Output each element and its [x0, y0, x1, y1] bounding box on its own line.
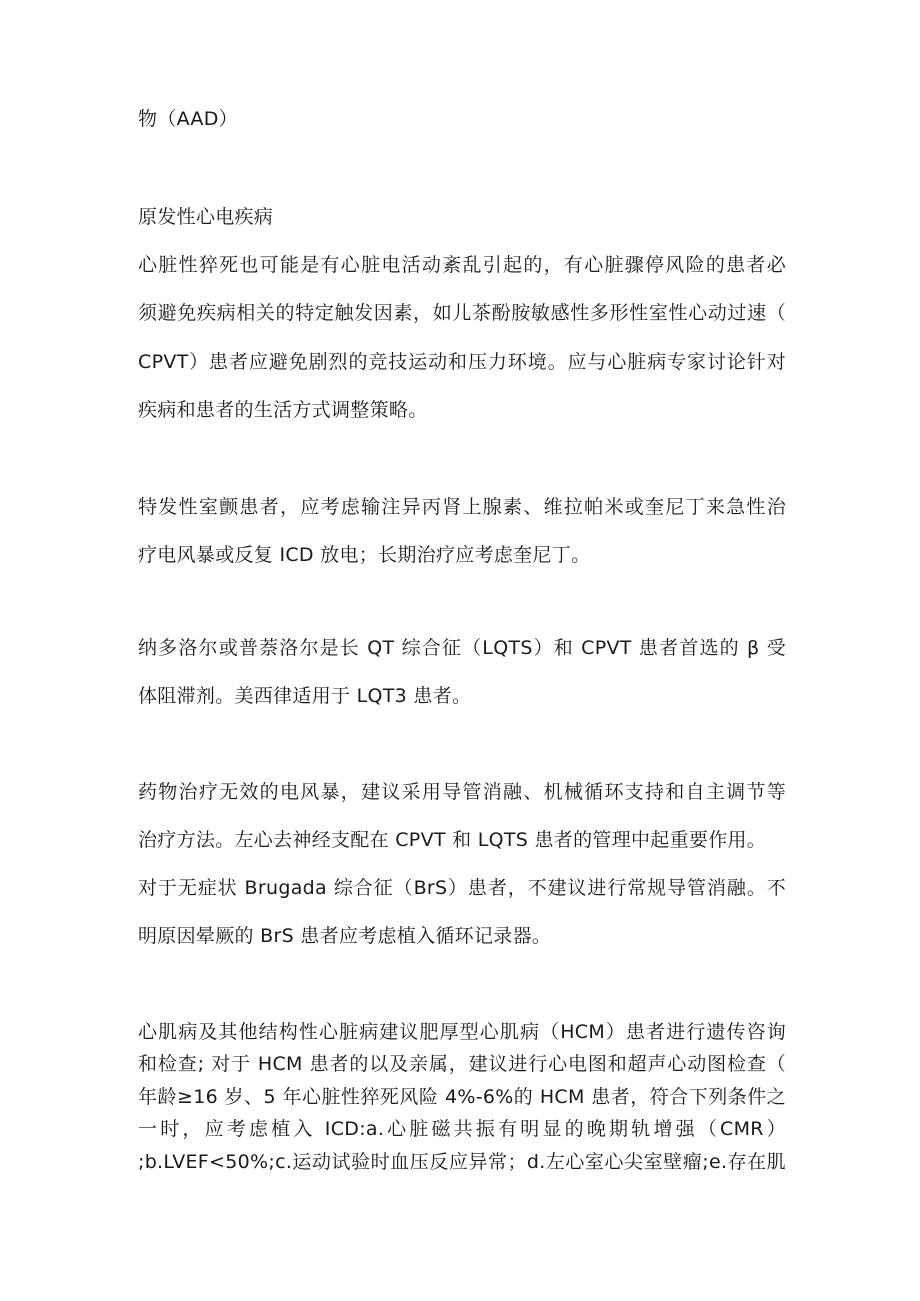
text-line: 须避免疾病相关的特定触发因素，如儿茶酚胺敏感性多形性室性心动过速（ [138, 302, 786, 324]
text-line: 心肌病及其他结构性心脏病建议肥厚型心肌病（HCM）患者进行遗传咨询 [138, 1021, 786, 1043]
text-line: 体阻滞剂。美西律适用于 LQT3 患者。 [138, 685, 472, 707]
text-line: 药物治疗无效的电风暴，建议采用导管消融、机械循环支持和自主调节等 [138, 781, 786, 803]
text-line: 疾病和患者的生活方式调整策略。 [138, 399, 428, 421]
text-line: ;b.LVEF<50%;c.运动试验时血压反应异常；d.左心室心尖室壁瘤;e.存在肌 [138, 1151, 786, 1173]
text-line: 和检查; 对于 HCM 患者的以及亲属，建议进行心电图和超声心动图检查（ [138, 1053, 786, 1075]
text-line: 年龄≥16 岁、5 年心脏性猝死风险 4%-6%的 HCM 患者，符合下列条件之 [138, 1086, 786, 1108]
text-line: 明原因晕厥的 BrS 患者应考虑植入循环记录器。 [138, 925, 552, 947]
text-line: 一时，应考虑植入 ICD:a.心脏磁共振有明显的晚期轨增强（CMR） [138, 1118, 786, 1140]
text-line: 特发性室颤患者，应考虑输注异丙肾上腺素、维拉帕米或奎尼丁来急性治 [138, 496, 786, 518]
text-line: 治疗方法。左心去神经支配在 CPVT 和 LQTS 患者的管理中起重要作用。 [138, 829, 767, 851]
text-line: 疗电风暴或反复 ICD 放电；长期治疗应考虑奎尼丁。 [138, 544, 591, 566]
text-line: 物（AAD） [138, 108, 238, 130]
section-heading: 原发性心电疾病 [138, 206, 274, 228]
text-line: 纳多洛尔或普萘洛尔是长 QT 综合征（LQTS）和 CPVT 患者首选的 β 受 [138, 637, 786, 659]
text-line: CPVT）患者应避免剧烈的竞技运动和压力环境。应与心脏病专家讨论针对 [138, 351, 786, 373]
text-line: 对于无症状 Brugada 综合征（BrS）患者，不建议进行常规导管消融。不 [138, 877, 786, 899]
text-line: 心脏性猝死也可能是有心脏电活动紊乱引起的，有心脏骤停风险的患者必 [138, 254, 786, 276]
